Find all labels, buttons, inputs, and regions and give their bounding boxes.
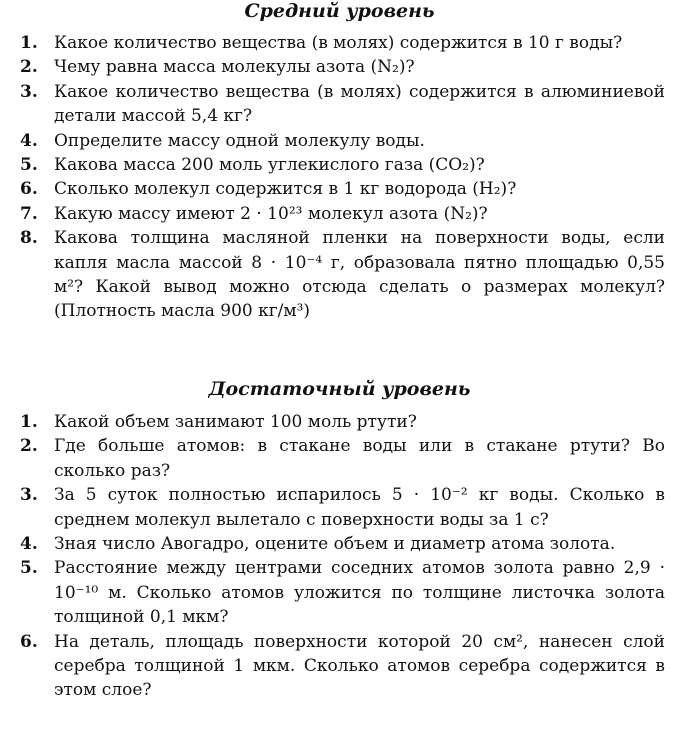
problem-text: Какое количество вещества (в молях) содержится в 10 г воды?: [54, 33, 623, 53]
problem-item: [0, 410, 679, 434]
problem-number: 4.: [20, 534, 38, 555]
problem-item: [0, 483, 679, 532]
problem-list-medium: [0, 31, 679, 324]
problem-number: 2.: [20, 436, 38, 457]
problem-text: Чему равна масса молекулы азота (N₂)?: [54, 57, 415, 78]
problem-text: На деталь, площадь поверхности которой 20 см², нанесен слой серебра толщиной 1 мкм. Сколько атомов серебра содержится в этом слое?: [54, 631, 665, 701]
problem-text: Какую массу имеют 2 · 10²³ молекул азота (N₂)?: [54, 203, 488, 224]
problem-text: Расстояние между центрами соседних атомов золота равно 2,9 · 10⁻¹⁰ м. Сколько атомов уложится по толщине листочка золота толщиной 0,1 мкм?: [54, 558, 665, 628]
problem-number: 6.: [20, 631, 38, 652]
problem-item: [0, 177, 679, 201]
problem-text: Где больше атомов: в стакане воды или в стакане ртути? Во сколько раз?: [54, 436, 665, 481]
problem-item: [0, 434, 679, 483]
problem-item: [0, 129, 679, 153]
problem-number: 7.: [20, 203, 38, 224]
problem-text: Какова толщина масляной пленки на поверхности воды, если капля масла массой 8 · 10⁻⁴ г, образовала пятно площадью 0,55 м²? Какой вывод можно отсюда сделать о размерах молекул? (Плотность масла 900 кг/м³): [54, 228, 665, 322]
problem-item: [0, 80, 679, 129]
problem-number: 1.: [20, 33, 38, 53]
problem-number: 5.: [20, 155, 38, 176]
problem-number: 2.: [20, 57, 38, 78]
problem-item: [0, 532, 679, 556]
problem-number: 1.: [20, 412, 38, 432]
problem-number: 6.: [20, 179, 38, 200]
problem-text: Определите массу одной молекулу воды.: [54, 130, 425, 151]
problem-item: [0, 55, 679, 79]
problem-number: 5.: [20, 558, 38, 579]
problem-number: 3.: [20, 485, 38, 506]
problem-item: [0, 153, 679, 177]
problem-text: Какое количество вещества (в молях) содержится в алюминиевой детали массой 5,4 кг?: [54, 81, 665, 127]
problem-number: 4.: [20, 130, 38, 151]
problem-item: [0, 226, 679, 324]
section-title-sufficient: Достаточный уровень: [208, 378, 471, 400]
problem-item: [0, 556, 679, 629]
problem-item: [0, 31, 679, 55]
problem-number: 3.: [20, 81, 38, 102]
problem-text: Зная число Авогадро, оцените объем и диаметр атома золота.: [54, 534, 616, 555]
problem-item: [0, 202, 679, 226]
problem-text: Какой объем занимают 100 моль ртути?: [54, 412, 417, 432]
problem-item: [0, 630, 679, 703]
problem-text: Сколько молекул содержится в 1 кг водорода (H₂)?: [54, 179, 517, 200]
problem-text: Какова масса 200 моль углекислого газа (CO₂)?: [54, 155, 485, 176]
problem-number: 8.: [20, 228, 38, 249]
problem-list-sufficient: [0, 410, 679, 703]
section-title-medium: Средний уровень: [244, 0, 435, 22]
problem-text: За 5 суток полностью испарилось 5 · 10⁻² кг воды. Сколько в среднем молекул вылетало с поверхности воды за 1 с?: [54, 485, 665, 530]
